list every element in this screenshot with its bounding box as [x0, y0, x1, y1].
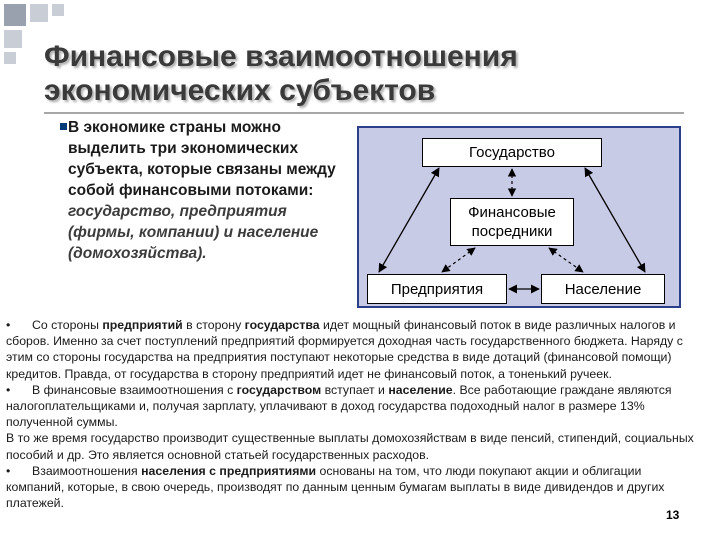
bullet-dot-icon: •: [6, 318, 11, 332]
intro-entities: государство, предприятия (фирмы, компании) и население (домохозяйства).: [68, 203, 319, 262]
node-population-label: Население: [564, 280, 642, 298]
corner-decoration: [52, 4, 64, 16]
node-government-label: Государство: [469, 144, 555, 161]
title-line-2: экономических субъектов: [44, 74, 436, 107]
slide-title: [44, 40, 664, 108]
paragraph-enterprises-state: • Со стороны предприятий в сторону государства идет мощный финансовый поток в виде различных налогов и сборов. Именно за счет поступлений предприятий формируется доходная часть государственного бюджета. Наряду с этим со стороны государства на предприятия поступают некоторые средства в виде дотаций (финансовой помощи) кредитов. Правда, от государства в сторону предприятий идет не финансовый поток, а тоненький ручеек.: [6, 318, 683, 381]
corner-decoration: [4, 4, 26, 26]
paragraph-population-enterprises: • Взаимоотношения населения с предприятиями основаны на том, что люди покупают акции и облигации компаний, которые, в свою очередь, производят по данным ценным бумагам выплаты в виде дивидендов и других платежей.: [6, 463, 665, 511]
paragraph-state-population: • В финансовые взаимоотношения с государством вступает и население. Все работающие граждане являются налогоплательщиками и, получая зарплату, уплачивают в доход государства подоходный налог в размере 13% полученной суммы.: [6, 382, 672, 430]
node-financial-intermediaries: [450, 198, 574, 246]
bullet-dot-icon: •: [6, 463, 11, 478]
title-line-1: Финансовые взаимоотношения: [44, 40, 518, 73]
bullet-dot-icon: •: [6, 382, 11, 397]
square-bullet-icon: [60, 123, 67, 130]
corner-decoration: [30, 4, 48, 22]
arrow-intermediaries-population: [549, 248, 583, 272]
node-intermediaries-line2: посредники: [471, 223, 553, 240]
node-enterprises-label: Предприятия: [390, 280, 484, 298]
node-enterprises: [367, 274, 507, 304]
intro-lead: В экономике страны можно выделить три экономических субъекта, которые связаны между собой финансовыми потоками:: [68, 119, 336, 199]
node-intermediaries-label: [468, 203, 556, 241]
paragraph-state-payments: В то же время государство производит существенные выплаты домохозяйствам в виде пенсий, стипендий, социальных пособий и др. Это является основной статьей государственных расходов.: [6, 431, 694, 462]
node-population: [541, 274, 665, 304]
title-divider: [44, 112, 684, 114]
intro-bullet-text: [68, 117, 348, 264]
page-number: 13: [666, 508, 680, 522]
corner-decoration: [4, 52, 16, 64]
intro-bullet: [48, 117, 348, 264]
corner-decoration: [4, 30, 22, 48]
node-government: [422, 138, 602, 167]
arrow-gov-enterprises: [379, 168, 439, 272]
body-text: [6, 317, 696, 511]
arrow-gov-population: [585, 168, 645, 272]
node-intermediaries-line1: Финансовые: [468, 204, 556, 221]
arrow-intermediaries-enterprises: [442, 248, 475, 272]
flow-diagram: [357, 126, 681, 308]
